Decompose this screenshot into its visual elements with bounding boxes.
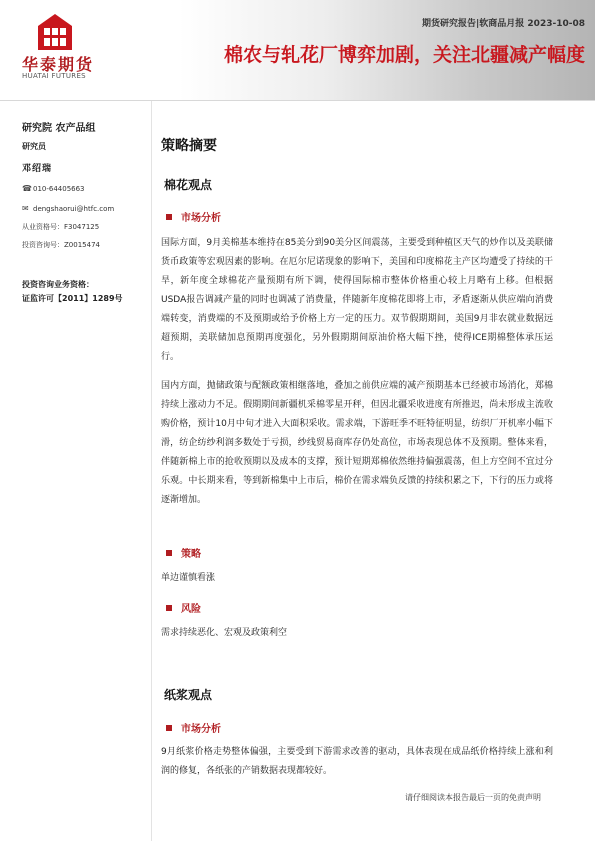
report-header (0, 0, 595, 100)
investment-consulting-number: 投资咨询号：Z0015474 (22, 241, 100, 249)
bullet-square-icon (166, 605, 172, 611)
cotton-heading: 棉花观点 (164, 178, 213, 192)
author-phone: ☎010-64405663 (22, 184, 85, 193)
cotton-market-analysis-label: 市场分析 (166, 209, 221, 224)
license-title: 投资咨询业务资格： (22, 280, 94, 289)
report-meta: 期货研究报告|软商品月报 2023-10-08 (422, 19, 585, 29)
logo-text-en: HUATAI FUTURES (22, 72, 86, 80)
license-info (22, 278, 123, 306)
bullet-square-icon (166, 214, 172, 220)
pulp-market-analysis-label: 市场分析 (166, 720, 221, 735)
cotton-strategy-label: 策略 (166, 545, 201, 560)
cotton-international-paragraph: 国际方面，9月美棉基本维持在85美分到90美分区间震荡，主要受到种植区天气的炒作以及美联储货币政策等宏观因素的影响。在厄尔尼诺现象的影响下，美国和印度棉花主产区均遭受了持续的干旱，新年度全球棉花产量预期有所下调，使得国际棉市整体价格重心较上月略有上移。但根据USDA报告调减产量的同时也调减了消费量，伴随新年度棉花即将上市，矛盾逐渐从供应端向消费端转变，消费端的不及预期或给予价格上方一定的压力。双节假期期间，美国9月非农就业数据远超预期，美联储加息预期再度强化，另外假期期间原油价格大幅下挫，使得ICE期棉整体承压运行。 (161, 238, 553, 362)
cotton-domestic-paragraph: 国内方面，抛储政策与配额政策相继落地，叠加之前供应端的减产预期基本已经被市场消化，郑棉持续上涨动力不足。假期期间新疆机采棉零星开秤，但因北疆采收进度有所推迟，尚未形成主流收购价格，预计10月中旬才进入大面积采收。需求端，下游旺季不旺特征明显，纺织厂开机率小幅下滑，纺企纺纱利润多数处于亏损，纱线贸易商库存仍处高位，市场表现总体不及预期。整体来看，伴随新棉上市的抢收预期以及成本的支撑，预计短期郑棉依然维持偏强震荡，但上方空间不宜过分乐观。中长期来看，等到新棉集中上市后，棉价在需求端负反馈的持续积累之下，下行的压力或将逐渐增加。 (161, 381, 553, 505)
author-role: 研究员 (22, 142, 46, 151)
qualification-number: 从业资格号：F3047125 (22, 223, 100, 231)
pulp-market-paragraph: 9月纸浆价格走势整体偏强，主要受到下游需求改善的驱动，具体表现在成品纸价格持续上涨和利润的修复，各纸张的产销数据表现都较好。 (161, 747, 553, 776)
cotton-risk-text: 需求持续恶化、宏观及政策利空 (161, 628, 288, 638)
huatai-logo-icon (38, 14, 72, 50)
author-name: 邓绍瑞 (22, 164, 53, 174)
company-logo (22, 14, 100, 84)
phone-icon: ☎ (22, 184, 32, 193)
cotton-risk-label: 风险 (166, 600, 201, 615)
author-email[interactable]: ✉ dengshaorui@htfc.com (22, 204, 115, 213)
license-number: 证监许可【2011】1289号 (22, 294, 123, 303)
pulp-heading: 纸浆观点 (164, 688, 213, 702)
logo-text-cn: 华泰期货 (22, 55, 95, 74)
report-title: 棉农与轧花厂博弈加剧，关注北疆减产幅度 (223, 44, 585, 66)
email-icon: ✉ (22, 204, 29, 213)
author-sidebar (0, 101, 152, 841)
bullet-square-icon (166, 725, 172, 731)
department: 研究院 农产品组 (22, 123, 96, 134)
cotton-strategy-text: 单边谨慎看涨 (161, 573, 216, 583)
disclaimer-note: 请仔细阅读本报告最后一页的免责声明 (405, 793, 541, 802)
bullet-square-icon (166, 550, 172, 556)
summary-heading: 策略摘要 (161, 138, 217, 154)
